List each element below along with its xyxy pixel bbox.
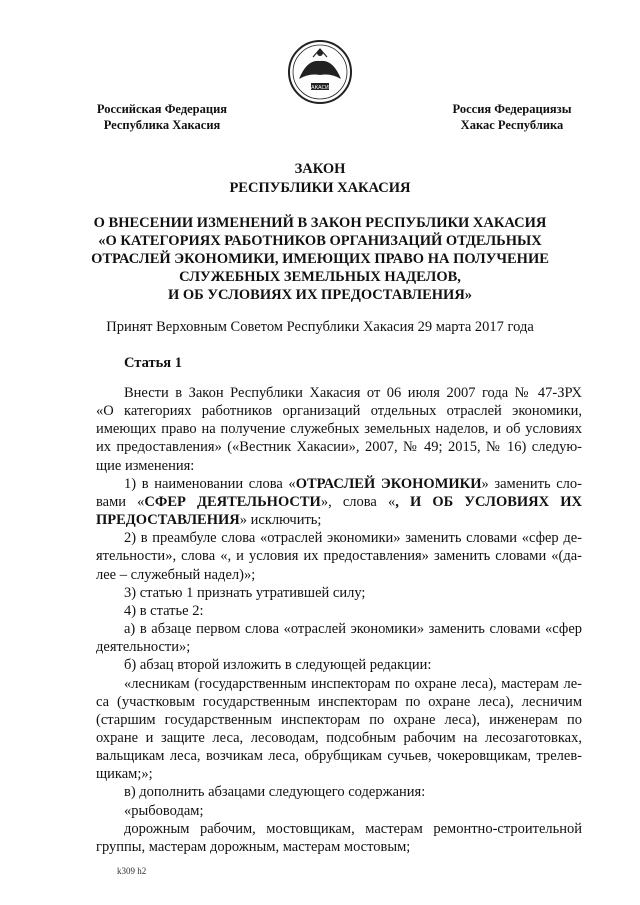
subtitle-line: «О КАТЕГОРИЯХ РАБОТНИКОВ ОРГАНИЗАЦИЙ ОТДЕЛЬНЫХ <box>98 233 542 249</box>
body-line: 2) в преамбуле слова «отраслей экономики» заменить словами «сфер де- <box>124 530 582 547</box>
text-run: вами « <box>96 493 145 510</box>
subtitle-line: ОТРАСЛЕЙ ЭКОНОМИКИ, ИМЕЮЩИХ ПРАВО НА ПОЛУЧЕНИЕ <box>91 251 549 267</box>
body-line: «рыбоводам; <box>124 802 204 819</box>
emblem-label: ХАКАСИЯ <box>307 85 333 91</box>
body-line: ятельности», слова «, и условия их предоставления» заменить словами «(да- <box>96 548 582 565</box>
header-left-line1: Российская Федерация <box>96 102 228 116</box>
body-line: лее – служебный надел)»; <box>96 566 256 583</box>
adoption-note: Принят Верховным Советом Республики Хакасия 29 марта 2017 года <box>106 319 534 335</box>
body-line: б) абзац второй изложить в следующей редакции: <box>124 657 432 674</box>
text-run: » исключить; <box>239 512 322 529</box>
body-line <box>96 475 582 493</box>
header-right-line1: Россия Федерациязы <box>452 102 572 116</box>
body-line: в) дополнить абзацами следующего содержания: <box>124 784 426 801</box>
body-line: щие изменения: <box>96 457 195 474</box>
subtitle-line: И ОБ УСЛОВИЯХ ИХ ПРЕДОСТАВЛЕНИЯ» <box>167 287 473 303</box>
text-run: » заменить сло- <box>481 475 583 492</box>
text-run-bold: , И ОБ УСЛОВИЯХ ИХ <box>395 493 583 510</box>
body-line: деятельности»; <box>96 639 191 656</box>
subtitle-line: СЛУЖЕБНЫХ ЗЕМЕЛЬНЫХ НАДЕЛОВ, <box>179 269 461 285</box>
body-line: (старшим государственным инспекторам по охране леса), инженерам по <box>96 711 582 728</box>
header-right <box>432 101 592 133</box>
body-line: группы, мастерам дорожным, мастерам мостовым; <box>96 838 411 855</box>
article-heading: Статья 1 <box>124 355 182 371</box>
document-code: k309 h2 <box>117 866 147 876</box>
coat-of-arms-icon <box>287 39 353 105</box>
article-body <box>96 384 582 856</box>
body-line <box>96 511 582 529</box>
body-line: «лесникам (государственным инспекторам по охране леса), мастерам ле- <box>124 675 582 692</box>
body-line: 4) в статье 2: <box>124 602 204 619</box>
body-line: дорожным рабочим, мостовщикам, мастерам ремонтно-строительной <box>124 820 582 837</box>
body-line: имеющих право на получение служебных земельных наделов, и об условиях <box>96 421 582 438</box>
text-run-bold: СФЕР ДЕЯТЕЛЬНОСТИ <box>144 493 321 510</box>
text-run: 1) в наименовании слова « <box>124 475 296 492</box>
body-line: «О категориях работников организаций отдельных отраслей экономики, <box>96 403 582 420</box>
law-title-republic: РЕСПУБЛИКИ ХАКАСИЯ <box>229 180 411 196</box>
text-run: », слова « <box>320 493 396 510</box>
body-line: са (участковым государственным инспекторам по охране леса), лесничим <box>96 693 582 710</box>
body-line: их предоставления» («Вестник Хакасии», 2007, № 49; 2015, № 16) следую- <box>96 439 582 456</box>
body-line: а) в абзаце первом слова «отраслей экономики» заменить словами «сфер <box>124 621 582 638</box>
header-left <box>82 101 242 133</box>
body-line: Внести в Закон Республики Хакасия от 06 июля 2007 года № 47-ЗРХ <box>124 385 582 401</box>
header-right-line2: Хакас Республика <box>460 118 564 132</box>
body-line: 3) статью 1 признать утратившей силу; <box>124 584 366 601</box>
header-left-line2: Республика Хакасия <box>103 118 221 132</box>
body-line: охране и защите леса, лесоводам, подсобным рабочим на лесозаготовках, <box>96 729 582 746</box>
law-title: ЗАКОН <box>294 161 346 177</box>
law-subtitle <box>80 214 560 304</box>
text-run-bold: ОТРАСЛЕЙ ЭКОНОМИКИ <box>295 475 482 492</box>
subtitle-line: О ВНЕСЕНИИ ИЗМЕНЕНИЙ В ЗАКОН РЕСПУБЛИКИ ХАКАСИЯ <box>93 215 547 231</box>
body-line <box>96 493 582 511</box>
body-line: щикам;»; <box>96 766 153 783</box>
text-run-bold: ПРЕДОСТАВЛЕНИЯ <box>96 512 240 529</box>
body-line: вальщикам леса, возчикам леса, обрубщикам сучьев, чокеровщикам, трелев- <box>96 748 582 765</box>
